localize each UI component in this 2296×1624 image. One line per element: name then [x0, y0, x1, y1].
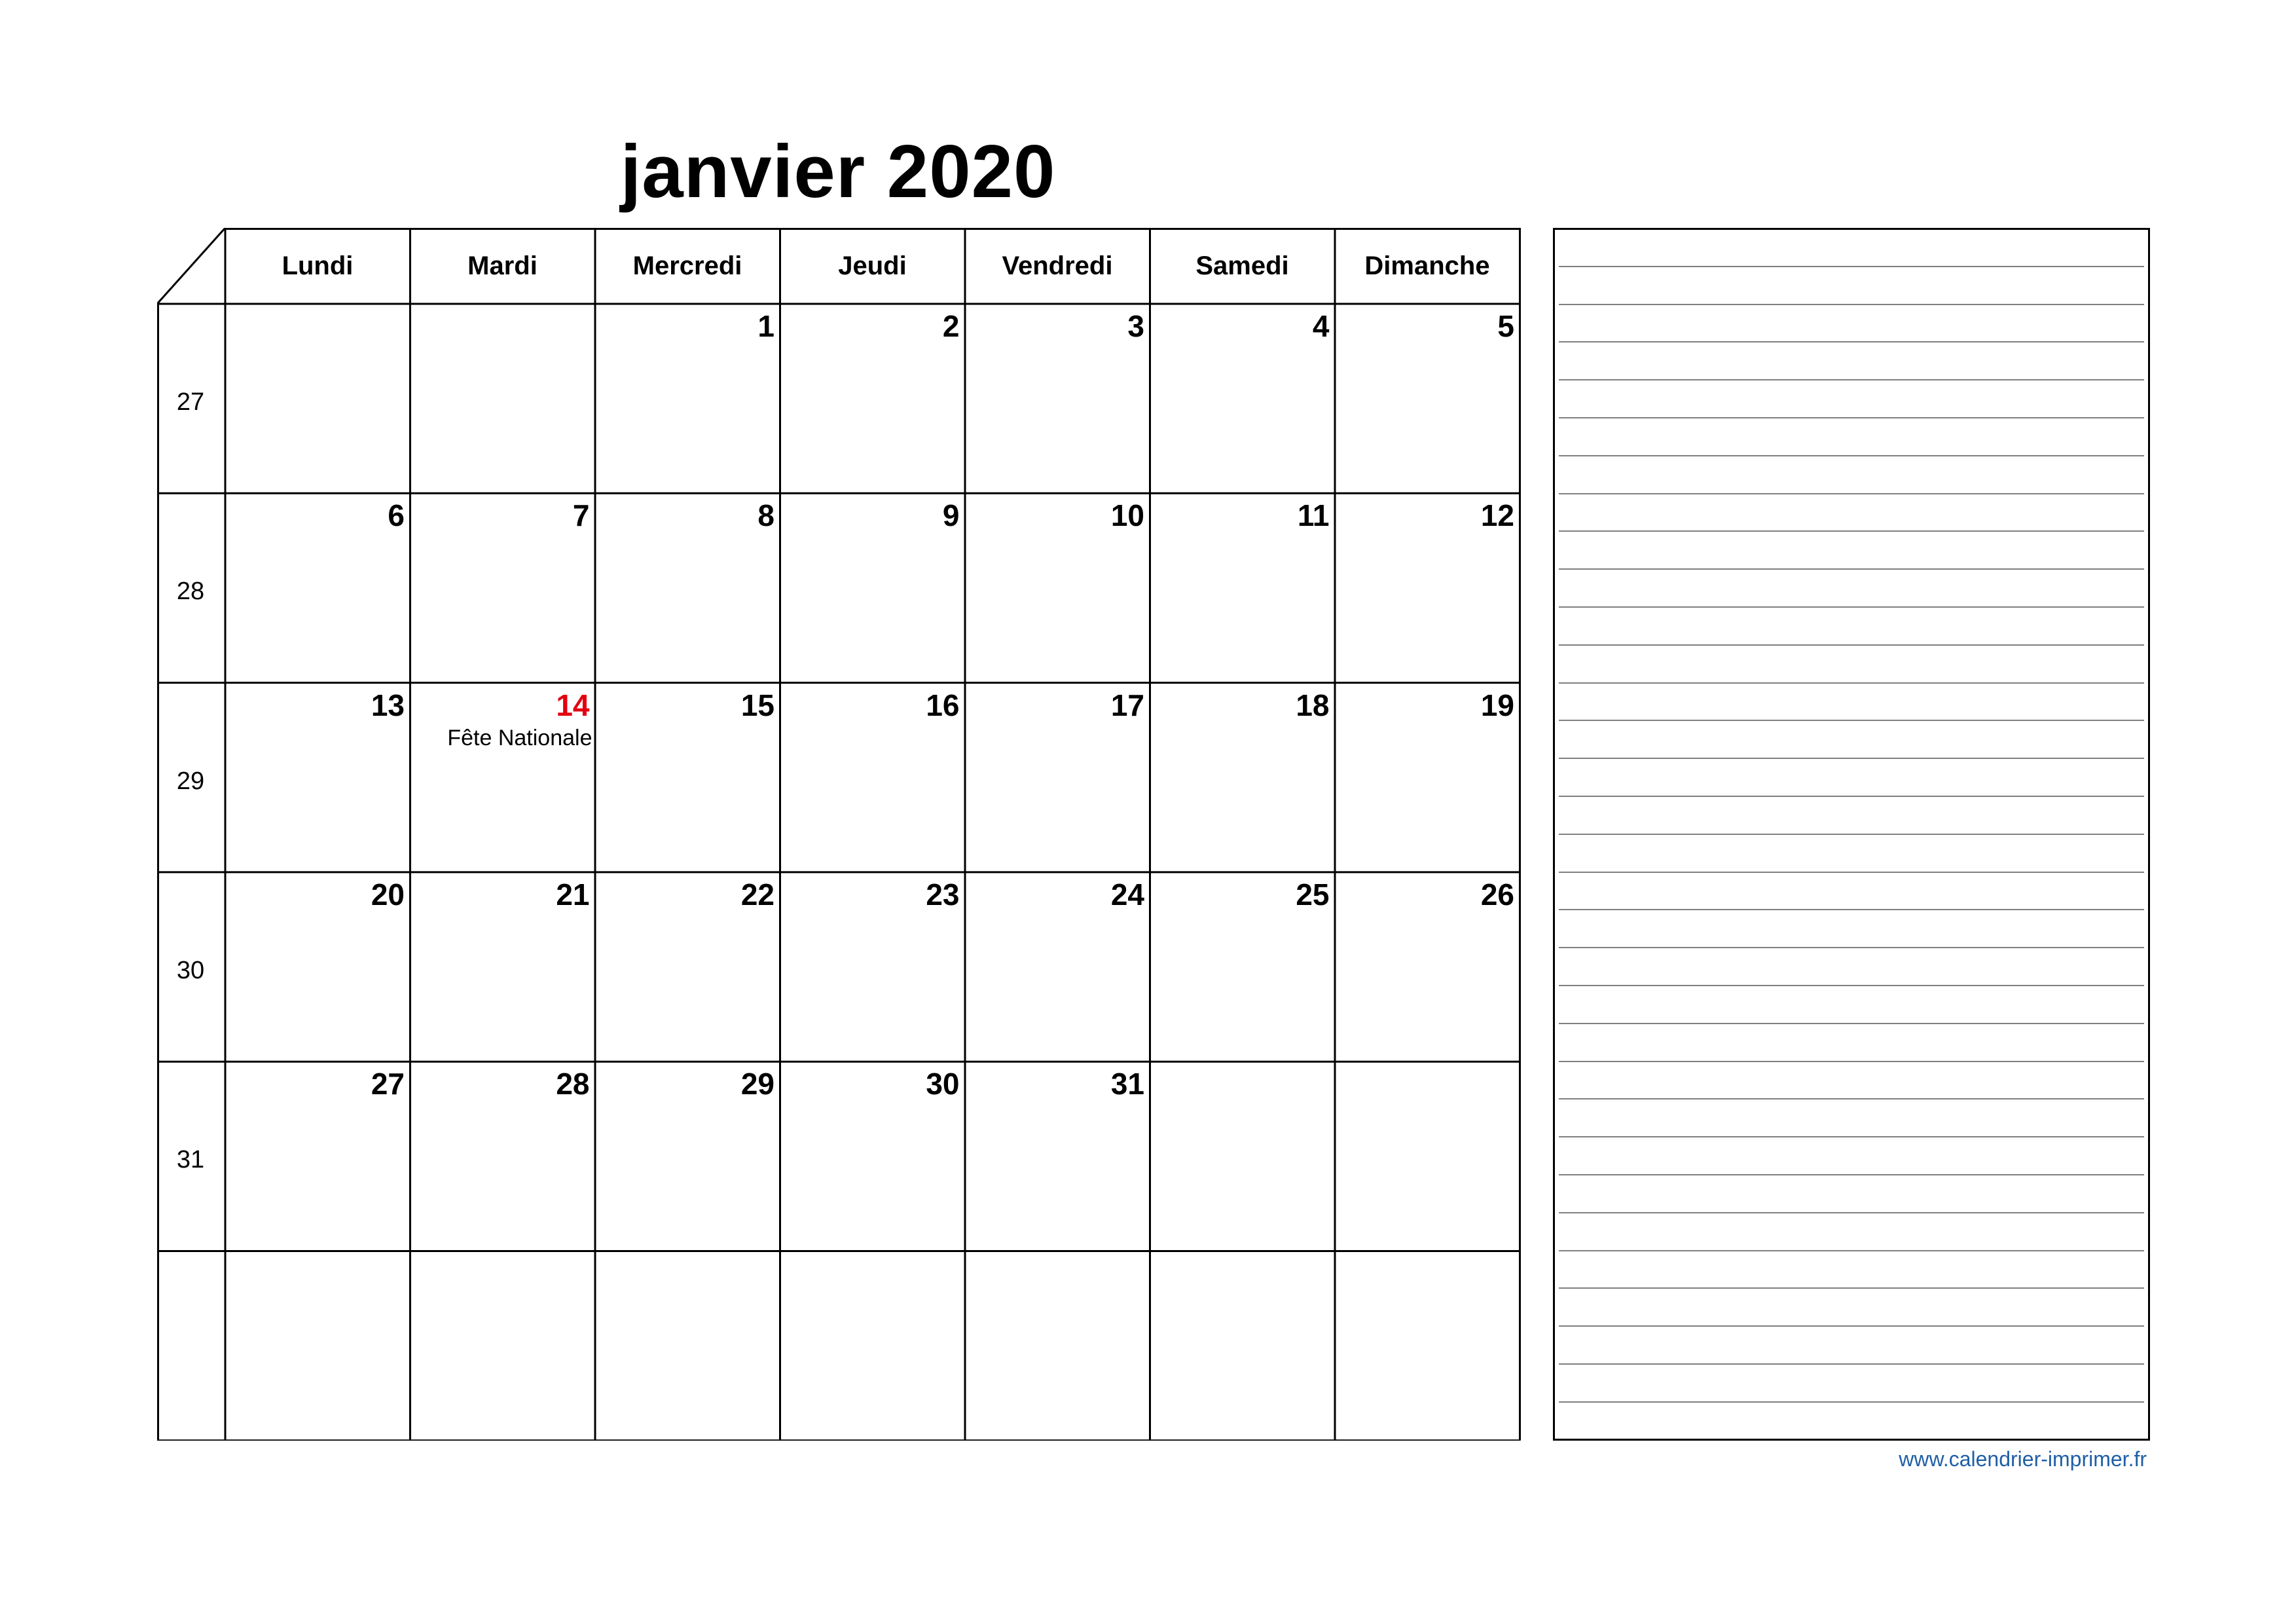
- weekday-header: Lundi: [282, 251, 354, 280]
- note-line: [1559, 1363, 2144, 1365]
- day-number: 27: [371, 1067, 405, 1101]
- note-line: [1559, 834, 2144, 835]
- note-line: [1559, 1174, 2144, 1175]
- day-cell[interactable]: [780, 872, 965, 1061]
- day-cell[interactable]: [225, 304, 410, 493]
- day-cell[interactable]: [410, 1061, 595, 1251]
- calendar-title: janvier 2020: [620, 130, 1056, 213]
- weekday-header: Jeudi: [838, 251, 907, 280]
- day-cell[interactable]: [1150, 872, 1335, 1061]
- day-cell[interactable]: [225, 872, 410, 1061]
- day-number: 14: [556, 688, 590, 722]
- day-number: 3: [1127, 309, 1144, 343]
- day-number: 4: [1312, 309, 1330, 343]
- note-line: [1559, 682, 2144, 684]
- day-cell[interactable]: [595, 872, 780, 1061]
- week-number: [157, 1251, 224, 1441]
- note-line: [1559, 1098, 2144, 1099]
- day-number: 16: [926, 688, 960, 722]
- day-cell[interactable]: [410, 304, 595, 493]
- note-line: [1559, 341, 2144, 342]
- day-number: 22: [740, 877, 774, 912]
- day-cell[interactable]: [1150, 1251, 1335, 1441]
- day-cell[interactable]: [1335, 1061, 1520, 1251]
- day-cell[interactable]: [595, 1061, 780, 1251]
- note-line: [1559, 417, 2144, 418]
- note-line: [1559, 909, 2144, 910]
- day-cell[interactable]: [1335, 493, 1520, 682]
- day-cell[interactable]: [225, 1061, 410, 1251]
- day-number: 8: [757, 498, 774, 533]
- note-line: [1559, 985, 2144, 986]
- day-number: 13: [371, 688, 405, 722]
- day-cell[interactable]: [1150, 683, 1335, 872]
- day-number: 12: [1480, 498, 1514, 533]
- note-line: [1559, 304, 2144, 305]
- week-number: 31: [176, 1146, 205, 1174]
- day-cell[interactable]: [1335, 683, 1520, 872]
- footer-website-link[interactable]: www.calendrier-imprimer.fr: [1899, 1447, 2147, 1471]
- note-line: [1559, 947, 2144, 948]
- day-cell[interactable]: [1150, 1061, 1335, 1251]
- day-cell[interactable]: [965, 493, 1150, 682]
- note-line: [1559, 606, 2144, 608]
- day-cell[interactable]: [410, 683, 595, 872]
- day-cell[interactable]: [410, 1251, 595, 1441]
- day-number: 2: [942, 309, 960, 343]
- day-number: 6: [388, 498, 405, 533]
- day-cell[interactable]: [965, 1251, 1150, 1441]
- day-number: 25: [1296, 877, 1330, 912]
- day-cell[interactable]: [780, 1251, 965, 1441]
- note-line: [1559, 568, 2144, 570]
- week-number: 28: [176, 578, 205, 606]
- week-number: 27: [176, 388, 205, 416]
- day-number: 5: [1497, 309, 1514, 343]
- day-cell[interactable]: [595, 1251, 780, 1441]
- calendar-grid: [157, 228, 1522, 1441]
- note-line: [1559, 644, 2144, 646]
- day-cell[interactable]: [780, 1061, 965, 1251]
- day-number: 31: [1110, 1067, 1144, 1101]
- day-cell[interactable]: [225, 493, 410, 682]
- day-number: 10: [1110, 498, 1144, 533]
- day-number: 7: [572, 498, 590, 533]
- day-cell[interactable]: [965, 872, 1150, 1061]
- week-number: 30: [176, 956, 205, 984]
- day-cell[interactable]: [780, 683, 965, 872]
- day-number: 23: [926, 877, 960, 912]
- day-number: 19: [1480, 688, 1514, 722]
- day-number: 18: [1296, 688, 1330, 722]
- day-cell[interactable]: [225, 1251, 410, 1441]
- day-cell[interactable]: [1335, 1251, 1520, 1441]
- day-cell[interactable]: [595, 683, 780, 872]
- day-cell[interactable]: [965, 683, 1150, 872]
- day-number: 11: [1297, 498, 1330, 533]
- note-line: [1559, 1023, 2144, 1024]
- note-line: [1559, 1287, 2144, 1289]
- day-cell[interactable]: [410, 493, 595, 682]
- note-line: [1559, 493, 2144, 494]
- note-line: [1559, 1250, 2144, 1251]
- day-cell[interactable]: [1150, 493, 1335, 682]
- day-number: 9: [942, 498, 960, 533]
- day-cell[interactable]: [965, 1061, 1150, 1251]
- note-line: [1559, 872, 2144, 873]
- note-line: [1559, 1136, 2144, 1137]
- note-line: [1559, 455, 2144, 456]
- day-number: 26: [1480, 877, 1514, 912]
- grid-corner-diagonal: [157, 228, 225, 304]
- note-line: [1559, 1212, 2144, 1213]
- day-cell[interactable]: [595, 304, 780, 493]
- day-cell[interactable]: [1335, 872, 1520, 1061]
- note-line: [1559, 758, 2144, 759]
- day-cell[interactable]: [1335, 304, 1520, 493]
- holiday-label: Fête Nationale: [447, 725, 592, 750]
- weekday-header: Dimanche: [1364, 251, 1490, 280]
- note-line: [1559, 1061, 2144, 1062]
- day-cell[interactable]: [780, 493, 965, 682]
- weekday-header: Samedi: [1195, 251, 1289, 280]
- note-line: [1559, 1401, 2144, 1403]
- day-cell[interactable]: [595, 493, 780, 682]
- day-number: 20: [371, 877, 405, 912]
- day-cell[interactable]: [1150, 304, 1335, 493]
- note-line: [1559, 530, 2144, 532]
- day-number: 24: [1110, 877, 1144, 912]
- weekday-header: Vendredi: [1002, 251, 1113, 280]
- day-cell[interactable]: [965, 304, 1150, 493]
- notes-panel[interactable]: [1553, 228, 2150, 1441]
- day-number: 1: [757, 309, 774, 343]
- day-number: 29: [740, 1067, 774, 1101]
- day-number: 15: [740, 688, 774, 722]
- day-number: 17: [1110, 688, 1144, 722]
- day-number: 30: [926, 1067, 960, 1101]
- weekday-header: Mercredi: [632, 251, 742, 280]
- day-cell[interactable]: [225, 683, 410, 872]
- day-cell[interactable]: [410, 872, 595, 1061]
- note-line: [1559, 379, 2144, 380]
- note-line: [1559, 720, 2144, 721]
- weekday-header: Mardi: [467, 251, 538, 280]
- day-number: 28: [556, 1067, 590, 1101]
- note-line: [1559, 1325, 2144, 1327]
- week-number: 29: [176, 767, 205, 795]
- day-number: 21: [556, 877, 590, 912]
- day-cell[interactable]: [780, 304, 965, 493]
- note-line: [1559, 796, 2144, 797]
- note-line: [1559, 266, 2144, 267]
